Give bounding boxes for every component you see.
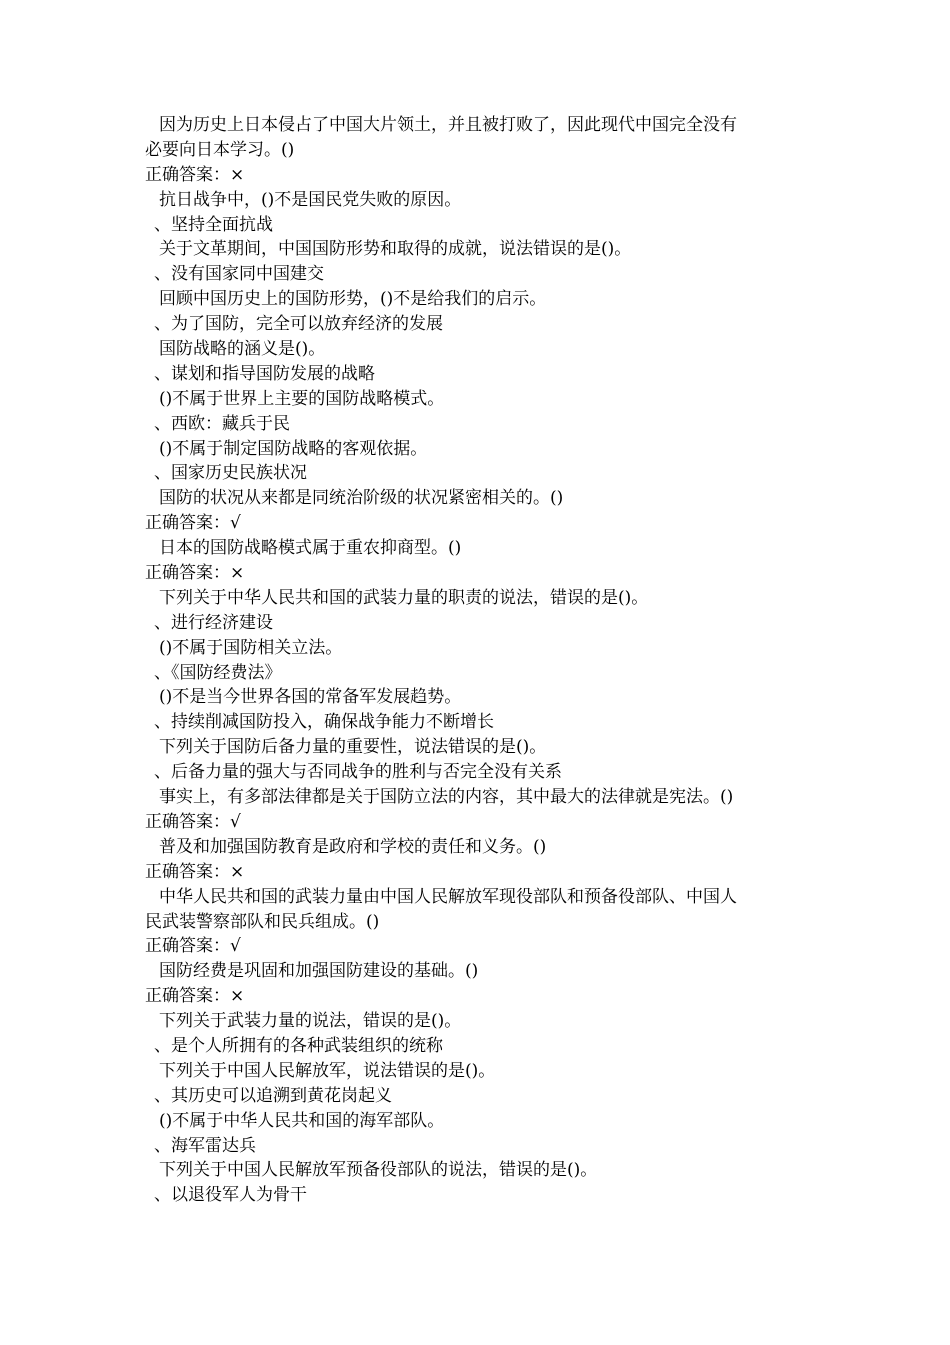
answer-option: 、后备力量的强大与否同战争的胜利与否完全没有关系: [154, 762, 562, 783]
answer-option: 、进行经济建设: [154, 612, 273, 633]
answer-option: 、西欧：藏兵于民: [154, 413, 290, 434]
correct-answer: 正确答案：×: [145, 563, 245, 584]
question-text: ()不属于国防相关立法。: [159, 637, 343, 658]
answer-option: 、坚持全面抗战: [154, 214, 273, 235]
question-text: 国防的状况从来都是同统治阶级的状况紧密相关的。(): [159, 488, 564, 509]
question-text: 抗日战争中，()不是国民党失败的原因。: [159, 189, 462, 210]
question-text: ()不属于世界上主要的国防战略模式。: [159, 388, 445, 409]
answer-option: 、《国防经费法》: [154, 662, 282, 683]
question-text: 国防经费是巩固和加强国防建设的基础。(): [159, 961, 479, 982]
question-text: 事实上，有多部法律都是关于国防立法的内容，其中最大的法律就是宪法。(): [159, 787, 734, 808]
question-text-continued: 必要向日本学习。(): [145, 139, 295, 160]
answer-option: 、海军雷达兵: [154, 1135, 256, 1156]
answer-option: 、没有国家同中国建交: [154, 264, 324, 285]
question-text: ()不是当今世界各国的常备军发展趋势。: [159, 687, 462, 708]
question-text: ()不属于制定国防战略的客观依据。: [159, 438, 428, 459]
answer-option: 、以退役军人为骨干: [154, 1185, 307, 1206]
answer-option: 、其历史可以追溯到黄花岗起义: [154, 1085, 392, 1106]
question-text: 中华人民共和国的武装力量由中国人民解放军现役部队和预备役部队、中国人: [159, 886, 737, 907]
question-text: 下列关于中国人民解放军预备役部队的说法，错误的是()。: [159, 1160, 598, 1181]
correct-answer: 正确答案：×: [145, 861, 245, 882]
question-text: 关于文革期间，中国国防形势和取得的成就，说法错误的是()。: [159, 239, 632, 260]
question-text-continued: 民武装警察部队和民兵组成。(): [145, 911, 380, 932]
answer-option: 、国家历史民族状况: [154, 463, 307, 484]
question-text: 下列关于国防后备力量的重要性，说法错误的是()。: [159, 737, 547, 758]
question-text: 普及和加强国防教育是政府和学校的责任和义务。(): [159, 836, 547, 857]
question-list: [145, 113, 810, 1208]
answer-option: 、谋划和指导国防发展的战略: [154, 363, 375, 384]
answer-option: 、是个人所拥有的各种武装组织的统称: [154, 1035, 443, 1056]
answer-option: 、持续削减国防投入，确保战争能力不断增长: [154, 712, 494, 733]
correct-answer: 正确答案：×: [145, 164, 245, 185]
correct-answer: 正确答案：√: [145, 513, 241, 534]
question-text: 下列关于武装力量的说法，错误的是()。: [159, 1011, 462, 1032]
correct-answer: 正确答案：√: [145, 936, 241, 957]
question-text: 因为历史上日本侵占了中国大片领土，并且被打败了，因此现代中国完全没有: [159, 115, 737, 135]
answer-option: 、为了国防，完全可以放弃经济的发展: [154, 314, 443, 335]
correct-answer: 正确答案：√: [145, 811, 241, 832]
question-text: 国防战略的涵义是()。: [159, 339, 326, 360]
question-text: 日本的国防战略模式属于重农抑商型。(): [159, 538, 462, 559]
question-text: 下列关于中国人民解放军，说法错误的是()。: [159, 1060, 496, 1081]
question-text: 下列关于中华人民共和国的武装力量的职责的说法，错误的是()。: [159, 587, 649, 608]
question-text: 回顾中国历史上的国防形势，()不是给我们的启示。: [159, 289, 547, 310]
question-text: ()不属于中华人民共和国的海军部队。: [159, 1110, 445, 1131]
correct-answer: 正确答案：×: [145, 986, 245, 1007]
